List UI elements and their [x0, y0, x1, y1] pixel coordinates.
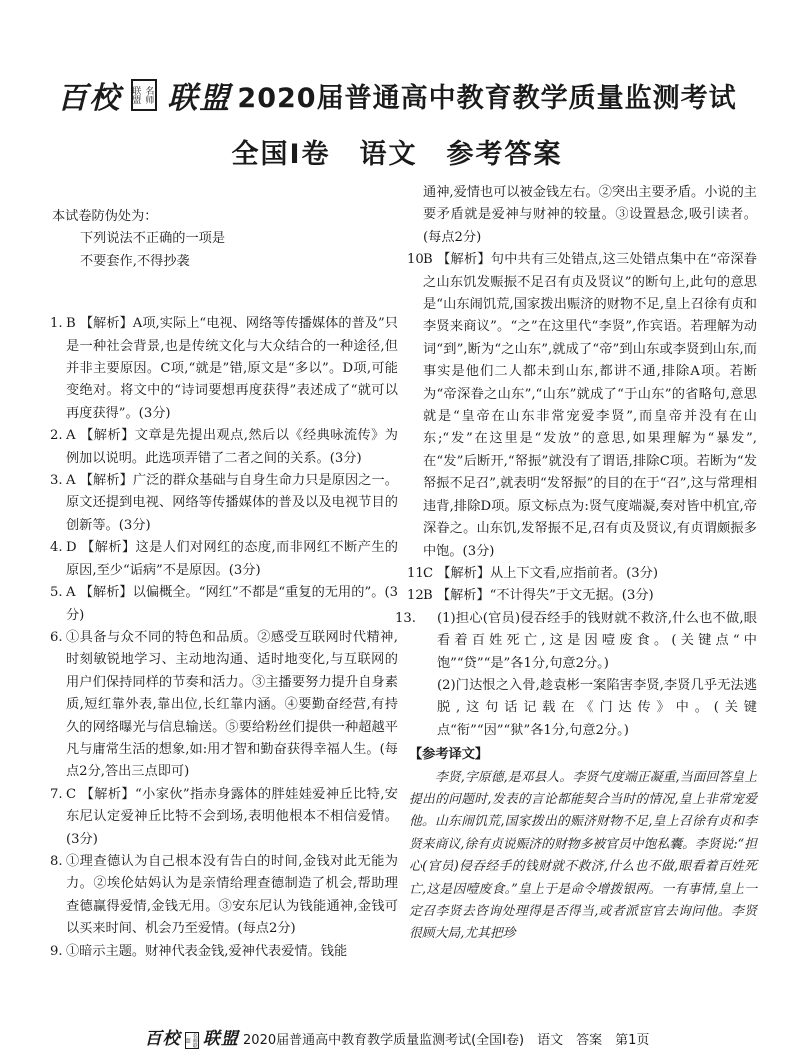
anti-counterfeit-note: [52, 206, 398, 273]
answer-number: 8.: [50, 853, 63, 869]
answer-number: 4.: [50, 540, 63, 556]
left-column: [52, 180, 398, 963]
answer-number: 9.: [50, 943, 63, 959]
answer-item: [409, 563, 757, 585]
answer-item: [52, 582, 398, 627]
answer-text: C 【解析】“小家伙”指赤身露体的胖娃娃爱神丘比特,安东尼认定爱神丘比特不会到场,表明他根本不相信爱情。(3分): [66, 786, 398, 847]
answer-item: [52, 425, 398, 470]
footer-brand-right: 联盟: [202, 1029, 239, 1049]
note-label: 本试卷防伪处为：: [52, 209, 158, 224]
footer-brand-left: 百校: [144, 1029, 181, 1049]
page-subtitle: 全国Ⅰ卷 语文 参考答案: [231, 139, 563, 170]
answer-number: 1.: [50, 316, 63, 332]
item-13-part-2: (2)门达恨之入骨,趁袁彬一案陷害李贤,李贤几乎无法逃脱,这句话记载在《门达传》中。(关键点“衔”“因”“狱”各1分,句意2分。): [437, 677, 757, 738]
answer-item: [409, 585, 757, 607]
answer-list-right: [395, 249, 757, 675]
answer-number: 6.: [50, 629, 63, 645]
answer-text: B 【解析】A项,实际上“电视、网络等传播媒体的普及”只是一种社会背景,也是传统文化与大众结合的一种途径,但并非主要原因。C项,“就是”错,原文是“多以”。D项,可能变绝对。将文中的“诗词要想再度获得”表述成了“就可以再度获得”。(3分): [66, 316, 398, 421]
page-footer: [0, 1024, 794, 1049]
answer-number: 11.: [407, 565, 428, 581]
answer-text: (1)担心(官员)侵吞经手的钱财就不救济,什么也不做,眼看着百姓死亡,这是因噎废食。(关键点“中饱”“贷”“是”各1分,句意2分。): [437, 610, 757, 671]
brand-seal-logo: 名师联盟: [131, 79, 157, 111]
footer-seal-logo: 名师联盟: [184, 1033, 198, 1048]
answer-number: 7.: [50, 786, 63, 802]
answer-item: [52, 470, 398, 537]
answer-number: 13.: [395, 610, 416, 626]
answer-text: D 【解析】这是人们对网红的态度,而非网红不断产生的原因,至少“诟病”不是原因。(3分): [66, 540, 398, 578]
note-line-2: 不要套作,不得抄袭: [80, 253, 190, 269]
answer-item: [52, 627, 398, 784]
note-line-1: 下列说法不正确的一项是: [80, 231, 226, 247]
answer-number: 3.: [50, 473, 63, 489]
reference-translation: 李贤,字原德,是邓县人。李贤气度端正凝重,当面回答皇上提出的问题时,发表的言论都能契合当时的情况,皇上非常宠爱他。山东闹饥荒,国家拨出的赈济财物不足,皇上召徐有贞和李贤来商议,徐有贞说赈济的财物多被官员中饱私囊。李贤说:“担心(官员)侵吞经手的钱财就不救济,什么也不做,眼看着百姓死亡,这是因噎废食。”皇上于是命令增拨银两。一有事情,皇上一定召李贤去咨询处理得是否得当,或者派宦官去询问他。李贤很顾大局,尤其把珍: [409, 769, 757, 942]
answer-text: B 【解析】“不计得失”于文无据。(3分): [423, 588, 654, 604]
answer-item: [52, 851, 398, 941]
answer-text: ①暗示主题。财神代表金钱,爱神代表爱情。钱能: [66, 943, 348, 959]
answer-item: [52, 313, 398, 425]
item-9-continuation: 通神,爱情也可以被金钱左右。②突出主要矛盾。小说的主要矛盾就是爱神与财神的较量。③设置悬念,吸引读者。(每点2分): [423, 185, 757, 245]
right-column: [395, 182, 757, 946]
brand-name-right: 联盟: [167, 81, 232, 116]
answer-item: [52, 784, 398, 851]
footer-text: 2020届普通高中教育教学质量监测考试(全国Ⅰ卷) 语文 答案 第1页: [243, 1033, 650, 1048]
answer-text: ①理查德认为自己根本没有告白的时间,金钱对此无能为力。②埃伦姑妈认为是亲情给理查德制造了机会,帮助理查德赢得爱情,金钱无用。③安东尼认为钱能通神,金钱可以买来时间、机会乃至爱情。(每点2分): [66, 853, 398, 937]
spacer: [52, 273, 398, 313]
answer-item: [409, 249, 757, 563]
answer-item: [52, 941, 398, 963]
answer-text: A 【解析】文章是先提出观点,然后以《经典咏流传》为例加以说明。此选项弄错了二者之间的关系。(3分): [66, 428, 398, 466]
answer-item: [52, 537, 398, 582]
answer-item: [395, 608, 757, 675]
brand-name-left: 百校: [57, 81, 122, 116]
answer-number: 12.: [407, 588, 428, 604]
translation-heading: 【参考译文】: [409, 747, 489, 763]
answer-list-left: [52, 313, 398, 963]
answer-number: 10.: [407, 252, 428, 268]
answer-number: 2.: [50, 428, 63, 444]
answer-text: A 【解析】以偏概全。“网红”不都是“重复的无用的”。(3分): [66, 585, 398, 623]
answer-text: ①具备与众不同的特色和品质。②感受互联网时代精神,时刻敏锐地学习、主动地沟通、适时地变化,与互联网的用户们保持同样的节奏和活力。③主播要努力提升自身素质,短红靠外表,靠出位,长红靠内涵。④要勤奋经营,有持久的网络曝光与信息输送。⑤要给粉丝们提供一种超越平凡与庸常生活的想象,如:用才智和勤奋获得幸福人生。(每点2分,答出三点即可): [66, 629, 398, 780]
page-header: [0, 72, 794, 171]
answer-text: B 【解析】句中共有三处错点,这三处错点集中在“帝深眷之山东饥发赈振不足召有贞及贤议”的断句上,此句的意思是“山东闹饥荒,国家拨出赈济的财物不足,皇上召徐有贞和李贤来商议”。“之”在这里代“李贤”,作宾语。若理解为动词“到”,断为“之山东”,就成了“帝”到山东或李贤到山东,而事实是他们二人都未到山东,都讲不通,排除A项。若断为“帝深眷之山东”,“山东”就成了“于山东”的省略句,意思就是“皇帝在山东非常宠爱李贤”,而皇帝并没有在山东;“发”在这里是“发放”的意思,如果理解为“暴发”,在“发”后断开,“帑振”就没有了谓语,排除C项。若断为“发帑振不足召”,就表明“发帑振”的目的在于“召”,这与常理相违背,排除D项。原文标点为:贤气度端凝,奏对皆中机宜,帝深眷之。山东饥,发帑振不足,召有贞及贤议,有贞谓颇振多中饱。(3分): [423, 252, 757, 559]
exam-title: 2020届普通高中教育教学质量监测考试: [237, 82, 737, 114]
answer-text: C 【解析】从上下文看,应指前者。(3分): [423, 565, 658, 581]
title-row: [0, 72, 794, 118]
answer-text: A 【解析】广泛的群众基础与自身生命力只是原因之一。原文还提到电视、网络等传播媒体的普及以及电视节目的创新等。(3分): [66, 473, 398, 533]
answer-number: 5.: [50, 585, 63, 601]
